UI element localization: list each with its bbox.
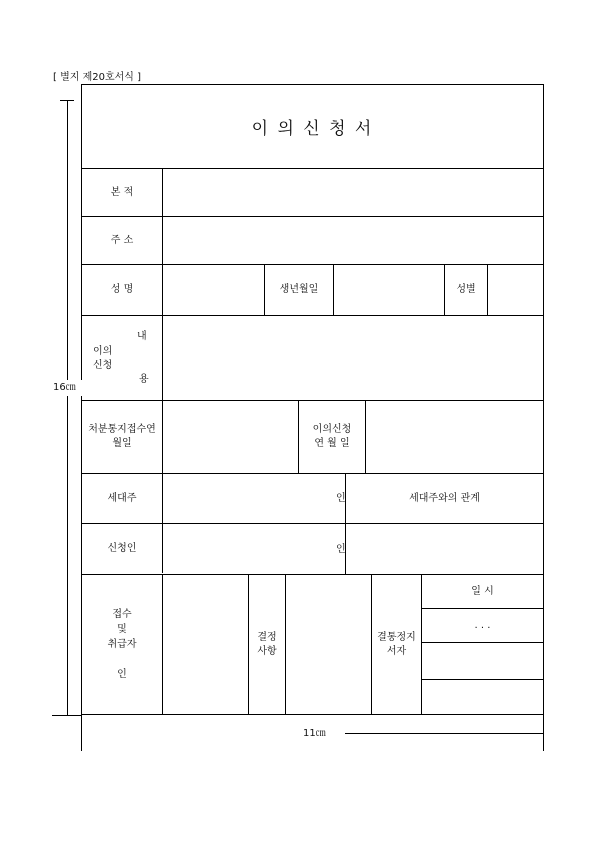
household-seal: 인: [336, 493, 346, 504]
apply-date-field[interactable]: [366, 401, 543, 473]
label-notice-date: 처분통지접수연 월일: [88, 424, 156, 449]
label-decision: 결정 사항: [257, 631, 277, 657]
household-head-field[interactable]: [163, 474, 345, 523]
datetime-field[interactable]: . . .: [474, 619, 491, 631]
label-gender: 성별: [456, 284, 476, 295]
height-dimension-label: 16㎝: [53, 382, 76, 393]
birthdate-field[interactable]: [334, 265, 444, 315]
decision-field[interactable]: [286, 575, 371, 714]
width-dimension-label: 11㎝: [303, 728, 326, 739]
objection-content-field[interactable]: [163, 316, 543, 400]
applicant-field[interactable]: [163, 524, 345, 574]
label-bonjeok: 본 적: [110, 186, 134, 198]
form-number-label: [ 별지 제20호서식 ]: [53, 72, 142, 83]
label-address: 주 소: [110, 234, 134, 246]
notice-date-field[interactable]: [163, 401, 298, 473]
gender-field[interactable]: [488, 265, 543, 315]
width-dimension-line: [345, 733, 543, 734]
relation-field[interactable]: [346, 524, 543, 574]
name-field[interactable]: [163, 265, 264, 315]
label-relation: 세대주와의 관계: [409, 492, 480, 504]
label-datetime: 일 시: [471, 585, 494, 597]
applicant-seal: 인: [336, 544, 346, 555]
bonjeok-field[interactable]: [163, 169, 543, 216]
label-objection-content: 내 이의 신청 용: [93, 331, 149, 385]
label-decision-notice: 결통정지 서자: [377, 631, 416, 657]
label-household-head: 세대주: [107, 492, 137, 504]
label-apply-date: 이의신청 연 월 일: [312, 424, 352, 449]
form-title: 이 의 신 청 서: [251, 119, 374, 139]
extra-field-2[interactable]: [422, 680, 543, 714]
height-dimension-line: [67, 100, 68, 715]
label-birthdate: 생년월일: [279, 284, 319, 295]
title-area: [82, 85, 543, 168]
receiver-field[interactable]: [163, 575, 248, 714]
extra-field-1[interactable]: [422, 643, 543, 679]
label-receiver: 접수 및 취급자 인: [107, 609, 137, 680]
label-applicant: 신청인: [107, 543, 137, 554]
address-field[interactable]: [163, 217, 543, 264]
label-name: 성 명: [110, 284, 134, 295]
